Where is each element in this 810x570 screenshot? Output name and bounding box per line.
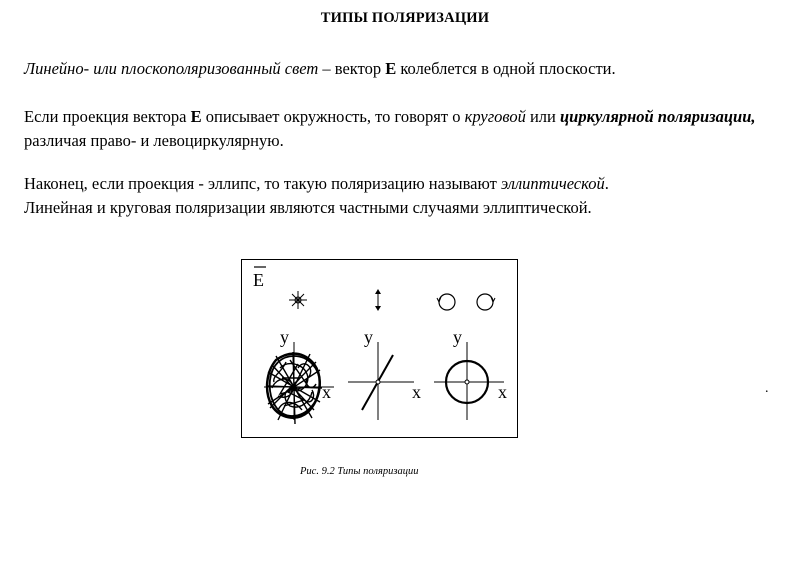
p3-text-a: Наконец, если проекция - эллипс, то такую поляризацию называют <box>24 174 501 193</box>
vector-e: E <box>385 59 397 78</box>
figure-caption: Рис. 9.2 Типы поляризации <box>300 466 419 477</box>
x-axis-label: x <box>322 382 331 402</box>
origin-point <box>376 380 380 384</box>
term-linear: Линейно- или плоскополяризованный свет <box>24 59 319 78</box>
x-axis-label: x <box>498 382 507 402</box>
stray-dot: . <box>765 381 769 396</box>
circular-right-icon <box>437 294 455 310</box>
p2-text-d: различая право- и левоциркулярную. <box>24 131 284 150</box>
linear-arrow-icon <box>375 289 381 311</box>
random-polarization-blob <box>266 352 322 424</box>
y-axis-label: y <box>280 327 289 347</box>
y-axis-label: y <box>453 327 462 347</box>
term-elliptical: эллиптической <box>500 174 605 193</box>
p2-text-b: описывает окружность, то говорят о <box>201 107 465 126</box>
origin-point <box>465 380 469 384</box>
p3-text-b: . <box>604 174 609 193</box>
term-circular: круговой <box>464 107 526 126</box>
p1-text-b: колеблется в одной плоскости. <box>396 59 616 78</box>
p2-text-a: Если проекция вектора <box>24 107 191 126</box>
paragraph-elliptical <box>24 172 794 220</box>
x-axis-label: x <box>412 382 421 402</box>
vector-label-e: E <box>253 270 264 290</box>
page-title: ТИПЫ ПОЛЯРИЗАЦИИ <box>320 10 490 26</box>
polarization-figure <box>241 259 518 438</box>
p1-text-a: – вектор <box>318 59 386 78</box>
natural-light-star-icon <box>289 291 307 309</box>
paragraph-circular <box>24 105 794 153</box>
p3-line2: Линейная и круговая поляризации являются частными случаями эллиптической. <box>24 198 592 217</box>
circular-left-icon <box>477 294 495 310</box>
axes-linear <box>348 342 414 420</box>
term-cyclic: циркулярной поляризации, <box>560 107 756 126</box>
p2-text-c: или <box>525 107 560 126</box>
paragraph-linear <box>24 57 794 81</box>
y-axis-label: y <box>364 327 373 347</box>
vector-e: E <box>190 107 202 126</box>
